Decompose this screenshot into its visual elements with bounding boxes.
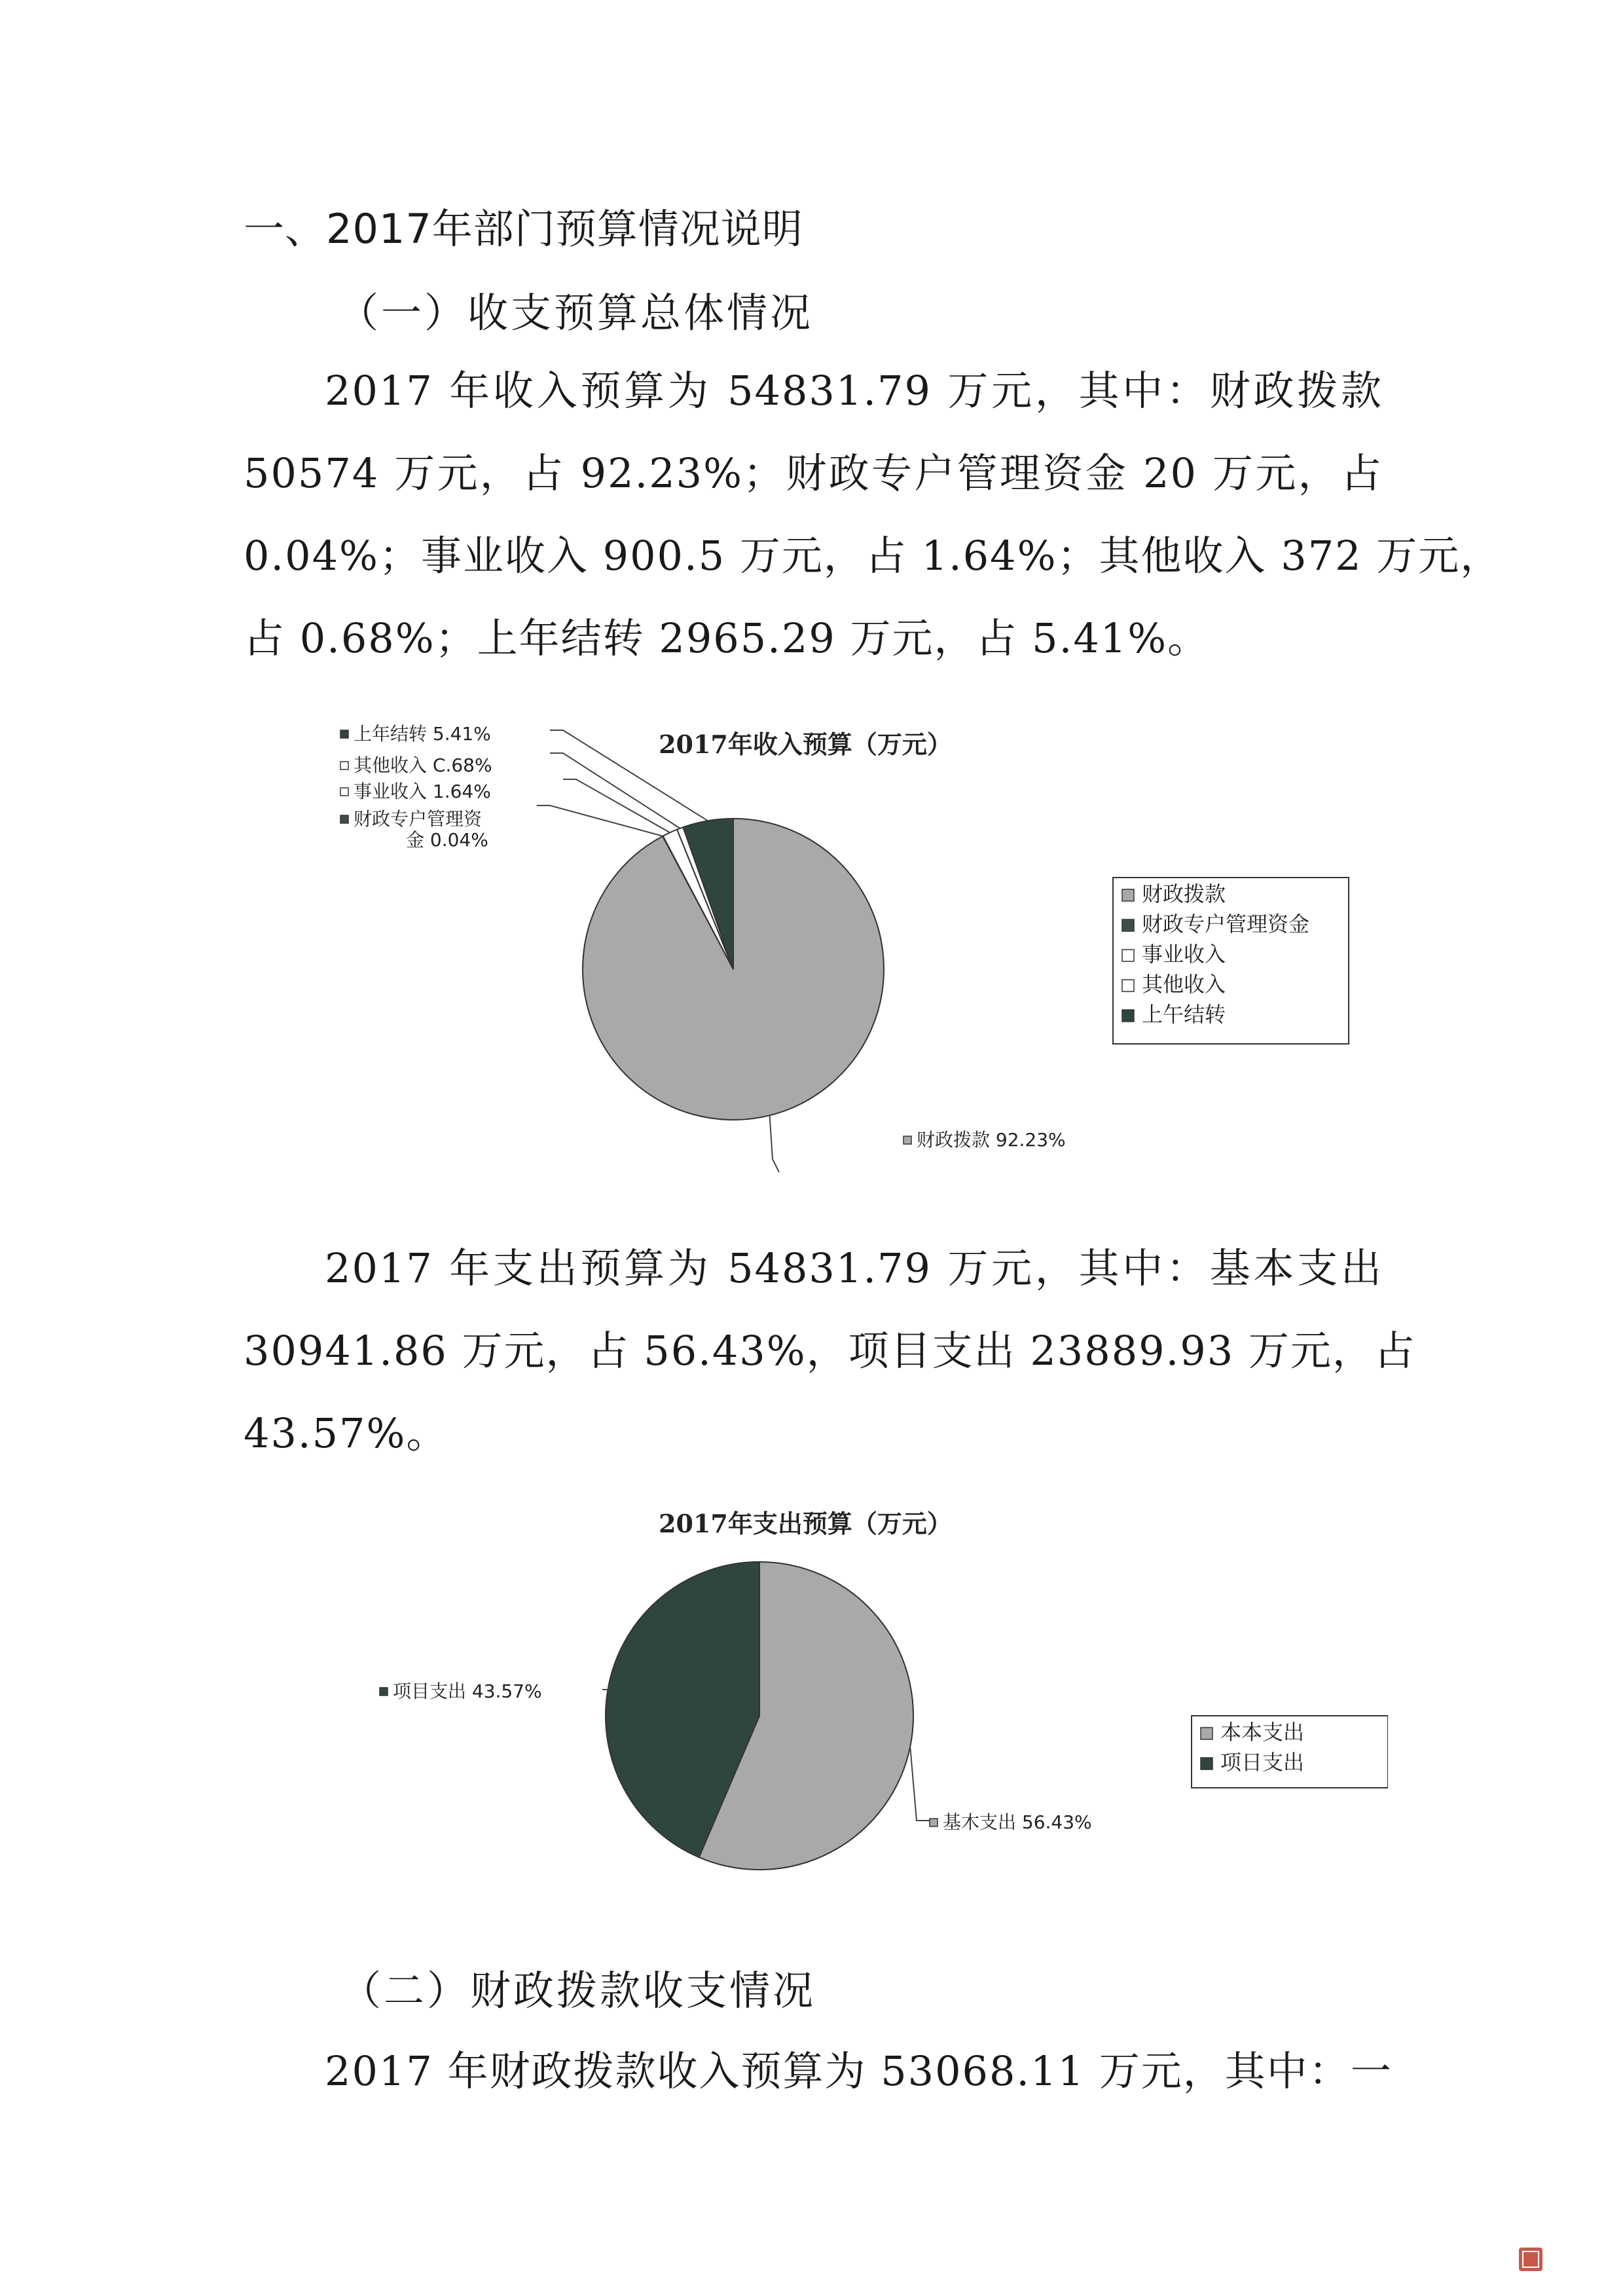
legend-swatch xyxy=(1201,1758,1213,1769)
slice-label: 项目支出 43.57% xyxy=(393,1680,542,1702)
label-swatch xyxy=(903,1136,911,1144)
legend-swatch xyxy=(1122,919,1134,931)
legend-swatch xyxy=(1122,1010,1134,1022)
label-swatch xyxy=(380,1688,388,1695)
paragraph-line: 占 0.68%；上年结转 2965.29 万元，占 5.41%。 xyxy=(244,614,1210,662)
leader-line xyxy=(537,805,663,836)
expense-pie-chart xyxy=(327,1493,1388,1938)
label-swatch xyxy=(340,788,348,796)
label-swatch xyxy=(340,815,348,823)
income-pie-chart xyxy=(327,701,1388,1198)
paragraph-line: 43.57%。 xyxy=(244,1409,448,1457)
chart-title: 2017年收入预算（万元） xyxy=(659,730,952,759)
section2-heading: （二）财政拨款收支情况 xyxy=(340,1967,816,2014)
slice-label: 基木支出 56.43% xyxy=(943,1811,1092,1833)
legend-entry: 财政专户管理资金 xyxy=(1142,912,1310,936)
paragraph-line: 0.04%；事业收入 900.5 万元，占 1.64%；其他收入 372 万元， xyxy=(244,532,1503,580)
legend-swatch xyxy=(1122,889,1134,901)
slice-label: 事业收入 1.64% xyxy=(354,781,491,802)
label-swatch xyxy=(340,730,348,738)
paragraph-line: 2017 年财政拨款收入预算为 53068.11 万元，其中：一 xyxy=(325,2047,1393,2095)
legend-swatch xyxy=(1122,980,1134,991)
leader-line xyxy=(910,1747,936,1821)
leader-line xyxy=(770,1115,779,1172)
seal-mark xyxy=(1518,2246,1544,2272)
legend-entry: 上午结转 xyxy=(1142,1002,1226,1027)
legend-swatch xyxy=(1122,950,1134,961)
income-paragraph xyxy=(244,350,1503,680)
paragraph-line: 2017 年支出预算为 54831.79 万元，其中：基本支出 xyxy=(325,1244,1383,1292)
section2-paragraph xyxy=(244,2030,1393,2113)
legend-entry: 财政拨款 xyxy=(1142,881,1226,906)
main-heading: 一、2017年部门预算情况说明 xyxy=(244,205,803,253)
legend-entry: 项日支出 xyxy=(1220,1750,1305,1775)
legend-swatch xyxy=(1201,1728,1213,1739)
paragraph-line: 2017 年收入预算为 54831.79 万元，其中：财政拨款 xyxy=(325,367,1383,415)
legend-entry: 事业收入 xyxy=(1142,942,1226,967)
expense-paragraph xyxy=(244,1227,1416,1475)
slice-label: 财政拨款 92.23% xyxy=(917,1129,1066,1151)
label-swatch xyxy=(340,762,348,769)
section1-heading: （一）收支预算总体情况 xyxy=(338,289,814,337)
slice-label: 其他收入 C.68% xyxy=(354,754,492,776)
paragraph-line: 50574 万元，占 92.23%；财政专户管理资金 20 万元，占 xyxy=(244,449,1383,497)
legend-entry: 其他收入 xyxy=(1142,972,1226,997)
paragraph-line: 30941.86 万元，占 56.43%，项目支出 23889.93 万元，占 xyxy=(244,1327,1416,1375)
label-swatch xyxy=(930,1819,938,1826)
slice-label: 上年结转 5.41% xyxy=(354,723,491,745)
chart-title: 2017年支出预算（万元） xyxy=(659,1509,952,1538)
legend-entry: 本本支出 xyxy=(1220,1720,1305,1745)
slice-label: 财政专户管理资金 0.04% xyxy=(354,808,488,851)
